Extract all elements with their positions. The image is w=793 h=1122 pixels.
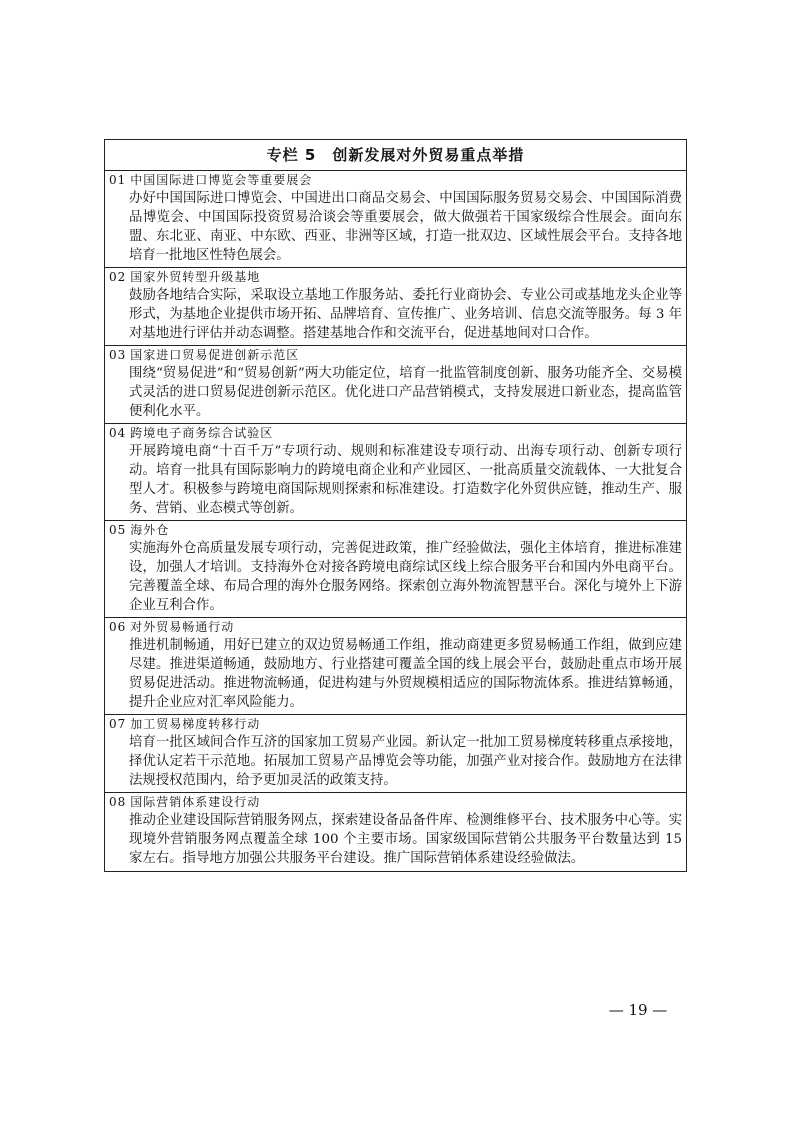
special-column-box <box>104 139 687 872</box>
section-body: 推动企业建设国际营销服务网点，探索建设备品备件库、检测维修平台、技术服务中心等。实现境外营销服务网点覆盖全球 100 个主要市场。国家级国际营销公共服务平台数量达到 15 家左右。指导地方加强公共服务平台建设。推广国际营销体系建设经验做法。 <box>129 813 682 866</box>
section-heading <box>109 172 682 189</box>
section-heading <box>109 425 682 442</box>
box-title: 专栏 5 创新发展对外贸易重点举措 <box>105 140 686 171</box>
section-body: 开展跨境电商“十百千万”专项行动、规则和标准建设专项行动、出海专项行动、创新专项行动。培育一批具有国际影响力的跨境电商企业和产业园区、一批高质量交流载体、一大批复合型人才。积极参与跨境电商国际规则探索和标准建设。打造数字化外贸供应链，推动生产、服务、营销、业态模式等创新。 <box>129 444 682 516</box>
section-title: 海外仓 <box>130 523 170 537</box>
section-number: 06 <box>109 620 127 634</box>
section-body: 围绕“贸易促进”和“贸易创新”两大功能定位，培育一批监管制度创新、服务功能齐全、交易模式灵活的进口贸易促进创新示范区。优化进口产品营销模式，支持发展进口新业态，提高监管便利化水平。 <box>129 366 682 419</box>
section-number: 05 <box>109 523 127 537</box>
section-body: 推进机制畅通，用好已建立的双边贸易畅通工作组，推动商建更多贸易畅通工作组，做到应建尽建。推进渠道畅通，鼓励地方、行业搭建可覆盖全国的线上展会平台，鼓励赴重点市场开展贸易促进活动。推进物流畅通，促进构建与外贸规模相适应的国际物流体系。推进结算畅通，提升企业应对汇率风险能力。 <box>129 638 682 710</box>
page-number: — 19 — <box>608 1001 668 1019</box>
section-body: 实施海外仓高质量发展专项行动，完善促进政策，推广经验做法，强化主体培育，推进标准建设，加强人才培训。支持海外仓对接各跨境电商综试区线上综合服务平台和国内外电商平台。完善覆盖全球、布局合理的海外仓服务网络。探索创立海外物流智慧平台。深化与境外上下游企业互利合作。 <box>129 541 682 613</box>
section-title: 跨境电子商务综合试验区 <box>130 426 274 440</box>
section-07 <box>105 715 686 793</box>
section-number: 07 <box>109 717 127 731</box>
section-02 <box>105 268 686 346</box>
section-08 <box>105 793 686 871</box>
section-heading <box>109 269 682 286</box>
section-title: 加工贸易梯度转移行动 <box>130 717 261 731</box>
section-title: 中国国际进口博览会等重要展会 <box>130 173 313 187</box>
section-title: 国家外贸转型升级基地 <box>130 270 261 284</box>
section-body: 鼓励各地结合实际，采取设立基地工作服务站、委托行业商协会、专业公司或基地龙头企业等形式，为基地企业提供市场开拓、品牌培育、宣传推广、业务培训、信息交流等服务。每 3 年对基地进行评估并动态调整。搭建基地合作和交流平台，促进基地间对口合作。 <box>129 288 682 341</box>
section-number: 03 <box>109 348 127 362</box>
section-04 <box>105 424 686 521</box>
section-heading <box>109 794 682 811</box>
section-number: 02 <box>109 270 127 284</box>
section-01 <box>105 171 686 268</box>
section-number: 01 <box>109 173 127 187</box>
section-heading <box>109 522 682 539</box>
section-heading <box>109 347 682 364</box>
section-heading <box>109 716 682 733</box>
section-number: 08 <box>109 795 127 809</box>
section-title: 国际营销体系建设行动 <box>130 795 261 809</box>
section-title: 对外贸易畅通行动 <box>130 620 235 634</box>
section-title: 国家进口贸易促进创新示范区 <box>130 348 300 362</box>
section-heading <box>109 619 682 636</box>
section-body: 办好中国国际进口博览会、中国进出口商品交易会、中国国际服务贸易交易会、中国国际消费品博览会、中国国际投资贸易洽谈会等重要展会，做大做强若干国家级综合性展会。面向东盟、东北亚、南亚、中东欧、西亚、非洲等区域，打造一批双边、区域性展会平台。支持各地培育一批地区性特色展会。 <box>129 191 682 263</box>
section-05 <box>105 521 686 618</box>
section-body: 培育一批区域间合作互济的国家加工贸易产业园。新认定一批加工贸易梯度转移重点承接地，择优认定若干示范地。拓展加工贸易产品博览会等功能，加强产业对接合作。鼓励地方在法律法规授权范围内，给予更加灵活的政策支持。 <box>129 735 682 788</box>
section-06 <box>105 618 686 715</box>
section-number: 04 <box>109 426 127 440</box>
section-03 <box>105 346 686 424</box>
